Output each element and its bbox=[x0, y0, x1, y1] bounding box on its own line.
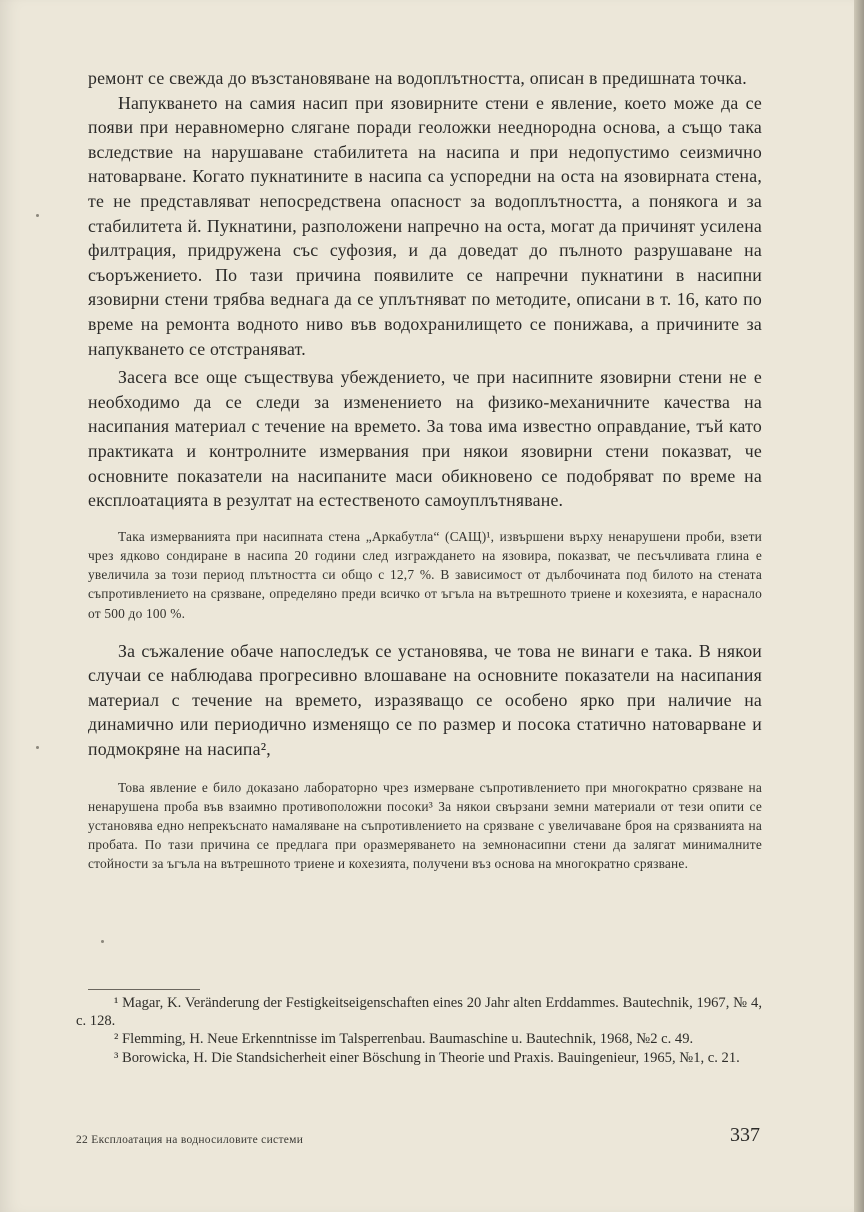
paper-speck bbox=[36, 214, 39, 217]
paragraph-cracking: Напукването на самия насип при язовирните стени е явление, което може да се появи при неравномерно сляганe поради геоложки нееднородна основа, а също така вследствие на нарушаване стабилитета на насипа и при недопустимо сеизмично натоварване. Когато пукнатините в насипа са успоредни на оста на язовирната стена, те не представляват непосредствена опасност за водоплътността, а понякога и за стабилитета й. Пукнатини, разположени напречно на оста, могат да причинят усилена филтрация, придружена със суфозия, и да доведат до пълното разрушаване на съоръжението. По тази причина появилите се напречни пукнатини в насипни язовирни стени трябва веднага да се уплътняват по методите, описани в т. 16, като по време на ремонта водното ниво във водохранилището се понижава, а причините за напукването се отстраняват. bbox=[88, 92, 762, 359]
page-number: 337 bbox=[730, 1124, 760, 1146]
note-arkabutla: Така измерванията при насипната стена „Аркабутла“ (САЩ)¹, извършени върху ненарушени проби, взети чрез ядково сондиране в насипа 20 години след изграждането на язовира, показват, че песъчливата глина е увеличила за този период плътността си общо с 12,7 %. В зависимост от дълбочината под билото на стената съпротивлението на срязване, определяно преди всичко от ъгъла на вътрешното триене и кохезията, е нараснало от 500 до 100 %. bbox=[88, 528, 762, 621]
note-laboratory: Това явление е било доказано лабораторно чрез измерване съпротивлението при многократно срязване на ненарушена проба във взаимно противоположни посоки³ За някои свързани земни материали от тези опити се установява едно непрекъснато намаляване на съпротивлението на срязване с увеличаване броя на срязванията на пробата. По тази причина се предлага при оразмеряването на земнонасипни стени да залягат минималните стойности за ъгъла на вътрешното триене и кохезията, получени въз основа на многократно срязване. bbox=[88, 779, 762, 872]
page-body bbox=[88, 66, 762, 874]
footnote-2: ² Flemming, H. Neue Erkenntnisse im Talsperrenbau. Baumaschine u. Bautechnik, 1968, №2 c. 49. bbox=[114, 1031, 694, 1048]
paragraph-deterioration: За съжаление обаче напоследък се установява, че това не винаги е така. В някои случаи се наблюдава прогресивно влошаване на основните показатели на насипания материал с течение на времето, изразяващо се особено ярко при наличие на динамично или периодично изменящо се по размер и посока статично натоварване и подмокряне на насипа², bbox=[88, 640, 762, 760]
footnote-divider bbox=[88, 989, 200, 990]
running-footer: 22 Експлоатация на водносиловите системи bbox=[76, 1134, 304, 1146]
page-edge-shadow bbox=[854, 0, 864, 1212]
paragraph-belief: Засега все още съществува убеждението, че при насипните язовирни стени не е необходимо да се следи за изменението на физико-механичните качества на насипания материал с течение на времето. За това има известно оправдание, тъй като практиката и контролните измервания при някои язовирни стени показват, че основните показатели на насипаните маси обикновено се подобряват по време на експлоатацията в резултат на естественото самоуплътняване. bbox=[88, 367, 762, 511]
footnotes bbox=[76, 994, 762, 1067]
paper-speck bbox=[36, 746, 39, 749]
paragraph-continuation: ремонт се свежда до възстановяване на водоплътността, описан в предишната точка. bbox=[88, 68, 747, 88]
paper-speck bbox=[101, 940, 104, 943]
footnote-3: ³ Borowicka, H. Die Standsicherheit einer Böschung in Theorie und Praxis. Bauingenieur, 1965, №1, c. 21. bbox=[114, 1049, 740, 1066]
footnote-1: ¹ Magar, K. Veränderung der Festigkeitseigenschaften eines 20 Jahr alten Erddammes. Bautechnik, 1967, № 4, c. 128. bbox=[76, 995, 762, 1030]
